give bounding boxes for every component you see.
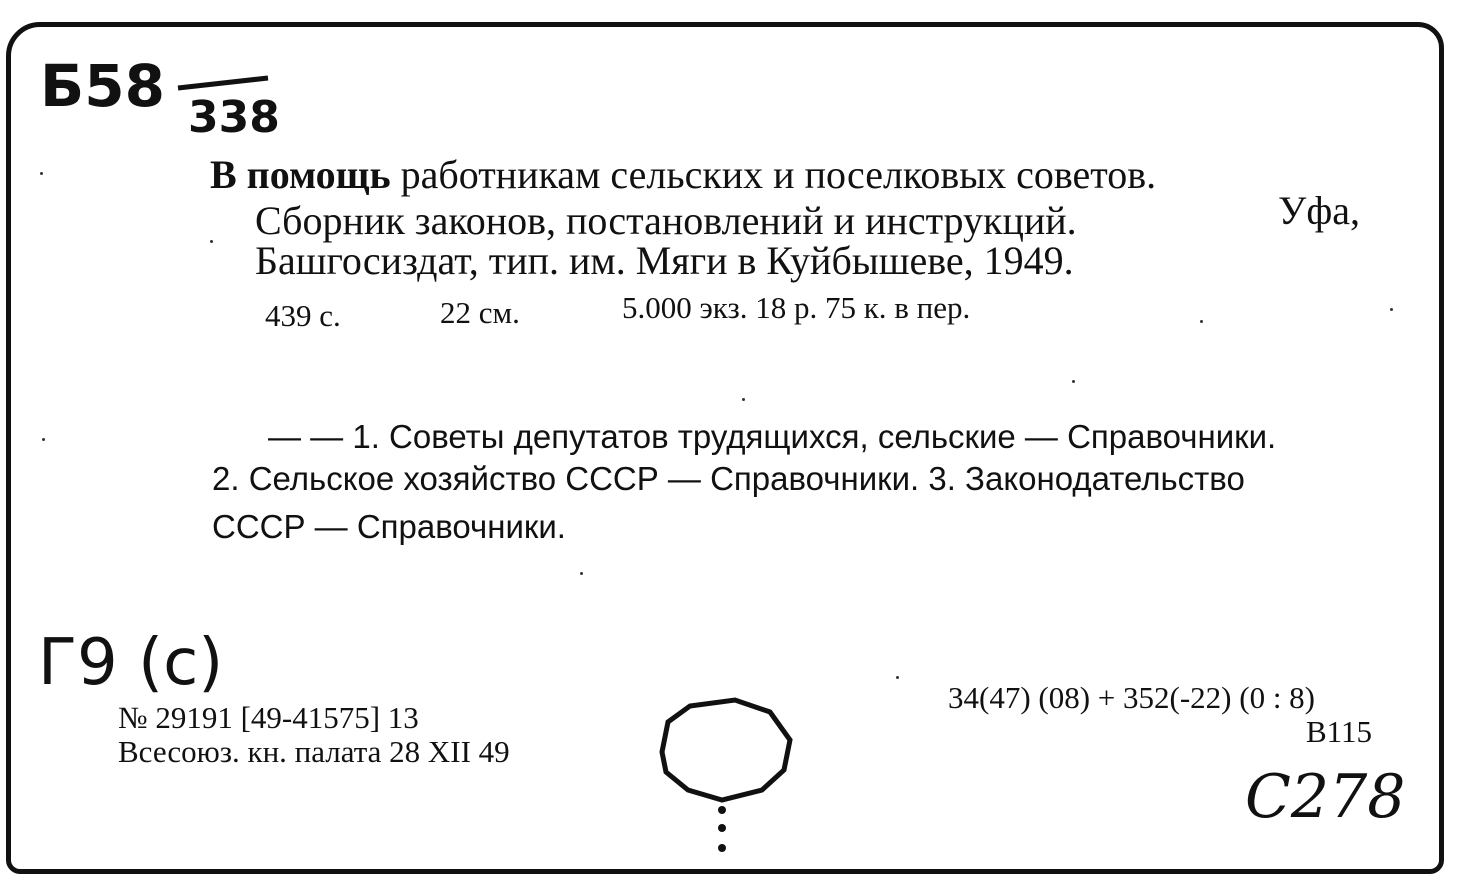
shelfmark-number: 338 (188, 92, 280, 143)
subject-line-3: СССР — Справочники. (212, 508, 566, 545)
subject-line-2: 2. Сельское хозяйство СССР — Справочники. 3. Законодательство (212, 460, 1245, 497)
class-code: B115 (1306, 714, 1373, 749)
entry-copies-price: 5.000 экз. 18 р. 75 к. в пер. (622, 290, 971, 325)
classification: 34(47) (08) + 352(-22) (0 : 8) (948, 680, 1316, 715)
entry-pages: 439 с. (265, 298, 341, 333)
handwritten-code: С278 (1245, 762, 1406, 832)
entry-title-rest: работникам сельских и поселковых советов. (400, 152, 1157, 197)
entry-place: Уфа, (1278, 188, 1360, 233)
entry-size: 22 см. (440, 295, 520, 330)
entry-subtitle: Сборник законов, постановлений и инструкций. (255, 198, 1077, 243)
punch-hole (662, 700, 790, 800)
entry-publisher: Башгосиздат, тип. им. Мяги в Куйбышеве, 1949. (255, 238, 1074, 283)
entry-heading: В помощь (210, 152, 391, 197)
subject-line-1: — — 1. Советы депутатов трудящихся, сельские — Справочники. (268, 418, 1277, 455)
handwritten-stamp: Г9 (с) (38, 626, 224, 700)
shelfmark-fraction-line (178, 78, 268, 88)
record-number: № 29191 [49-41575] 13 (118, 700, 419, 735)
book-chamber: Всесоюз. кн. палата 28 XII 49 (118, 734, 510, 769)
entry-line-1 (210, 152, 1156, 198)
shelfmark-main: Б58 (40, 52, 165, 120)
